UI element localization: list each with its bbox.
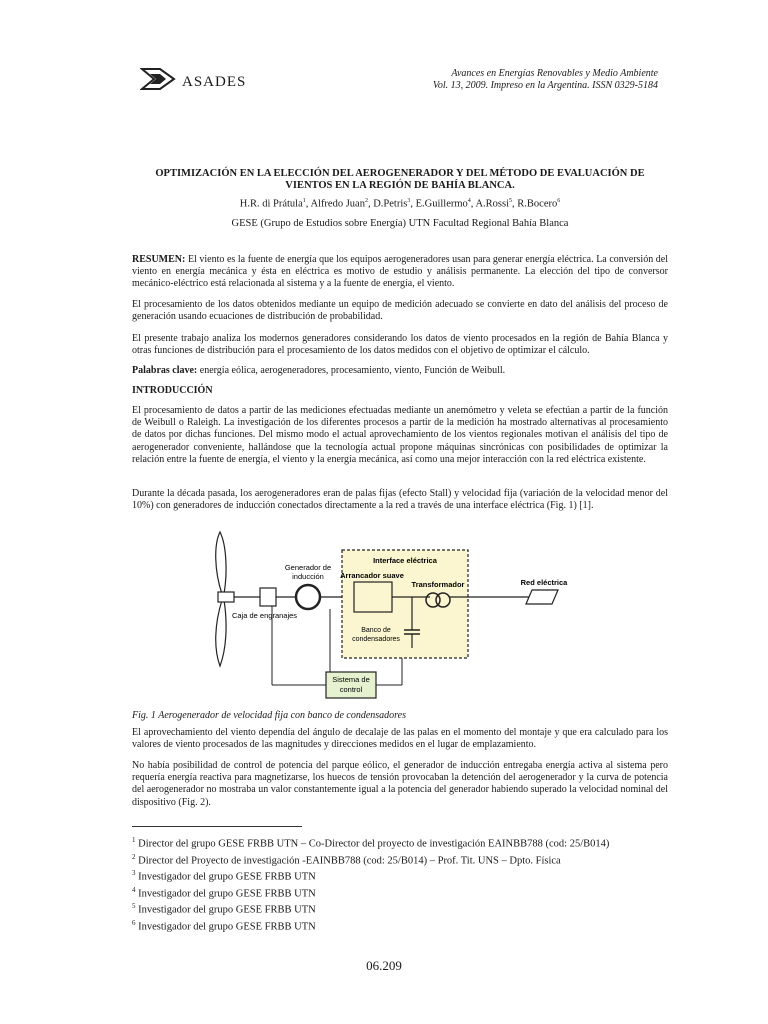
interface-label: Interface eléctrica	[373, 556, 437, 565]
abstract-paragraph-2: El procesamiento de los datos obtenidos mediante un equipo de medición adecuado se convierte en dato del análisis del proceso de generación usando ecuaciones de distribución de probabilidad.	[132, 299, 668, 323]
keywords-text: energía eólica, aerogeneradores, procesamiento, viento, Función de Weibull.	[199, 365, 506, 376]
bank-label-1: Banco de	[361, 627, 391, 634]
grid-label: Red eléctrica	[520, 578, 568, 587]
gen-label-1: Generador de	[284, 563, 332, 572]
intro-paragraph-2: Durante la década pasada, los aerogeneradores eran de palas fijas (efecto Stall) y velocidad fija (variación de la velocidad menor del 10%) con generadores de inducción conectados directamente a la red a través de una interface eléctrica (Fig. 1) [1].	[132, 488, 668, 512]
control-label-1: Sistema de	[332, 675, 370, 684]
footnote-3: $^3$ Investigador del grupo GESE FRBB UTN	[132, 869, 316, 883]
logo-text: ASADES	[182, 74, 247, 90]
author: R.Bocero	[517, 198, 558, 210]
footnote-4: $^4$ Investigador del grupo GESE FRBB UTN	[132, 885, 316, 899]
body-paragraph-3: El aprovechamiento del viento dependía del ángulo de decalaje de las palas en el momento del montaje y que era calculado para los valores de viento procesados de las magnitudes y direcciones medidos en el lugar de emplazamiento.	[132, 727, 668, 751]
control-label-2: control	[339, 685, 363, 694]
gearbox-label: Caja de engranajes	[232, 611, 298, 620]
footnote-5: $^5$ Investigador del grupo GESE FRBB UTN	[132, 902, 316, 916]
page-number: 06.209	[366, 958, 402, 973]
figure-1-caption: Fig. 1 Aerogenerador de velocidad fija con banco de condensadores	[132, 710, 407, 721]
author: A.Rossi	[475, 198, 510, 210]
asades-logo	[140, 66, 260, 96]
author-sup: 3	[407, 198, 411, 204]
abstract-label: RESUMEN:	[132, 254, 186, 265]
journal-info	[433, 68, 658, 92]
bank-label-2: condensadores	[352, 636, 400, 643]
abstract-paragraph-3: El presente trabajo analiza los modernos generadores considerando los datos de viento procesados en la región de Bahía Blanca y otras funciones de distribución para el procesamiento de los datos medidos con el objetivo de optimizar el cálculo.	[132, 333, 668, 357]
journal-line-2: Vol. 13, 2009. Impreso en la Argentina. ISSN 0329-5184	[432, 80, 658, 91]
generator-icon	[296, 585, 320, 609]
starter-label: Arrancador suave	[340, 571, 404, 580]
gearbox-icon	[260, 588, 276, 606]
footnote-rule	[132, 826, 302, 827]
hub-icon	[218, 592, 234, 602]
blade-top-icon	[216, 532, 226, 594]
transformer-label: Transformador	[411, 580, 465, 589]
author-sup: 4	[467, 198, 471, 204]
author-list: H.R. di Prátula$^1$, Alfredo Juan$^2$, D.Petris$^3$, E.Guillermo$^4$, A.Rossi$^5$, R.Bocero$^6$	[239, 198, 561, 210]
asades-arrow-icon	[140, 66, 178, 92]
body-paragraph-4: No había posibilidad de control de potencia del parque eólico, el generador de inducción entregaba energía activa al sistema pero requería energía reactiva para magnetizarse, los huecos de tensión provocaban la detención del aerogenerador y la curva de potencia del aerogenerador no mostraba un valor constantemente igual a la potencia del generador habiendo superado la velocidad nominal del dispositivo (Fig. 2).	[132, 760, 668, 808]
author: D.Petris	[373, 198, 408, 210]
figure-1-diagram	[180, 530, 600, 710]
author-sup: 2	[364, 198, 368, 204]
journal-line-1: Avances en Energías Renovables y Medio Ambiente	[451, 68, 658, 79]
intro-paragraph-1: El procesamiento de datos a partir de las mediciones efectuadas mediante un anemómetro y veleta se efectúan a partir de la función de Weibull o Raleigh. La investigación de los diferentes procesos a partir de la medición ha mostrado alternativas al procesamiento de datos por dichas funciones. Del mismo modo el actual aprovechamiento de los vientos regionales motivan el análisis del tipo de aerogenerador conveniente, hallándose que la tecnología actual propone máquinas sincrónicas con posibilidades de optimizar la relación entre la fuente de energía, el viento y la energía mecánica, así como una mejor interacción con la red eléctrica existente.	[132, 405, 668, 465]
author: E.Guillermo	[415, 198, 468, 210]
intro-heading: INTRODUCCIÓN	[132, 385, 213, 396]
wind-turbine-schematic	[180, 530, 600, 710]
soft-starter-icon	[354, 582, 392, 612]
author-sup: 1	[302, 198, 306, 204]
keywords-label: Palabras clave:	[132, 365, 198, 376]
paper-title: OPTIMIZACIÓN EN LA ELECCIÓN DEL AEROGENERADOR Y DEL MÉTODO DE EVALUACIÓN DE VIENTOS EN LA REGIÓN DE BAHÍA BLANCA.	[155, 168, 645, 191]
gen-label-2: inducción	[292, 572, 324, 581]
author-sup: 5	[509, 198, 513, 204]
footnote-6: $^6$ Investigador del grupo GESE FRBB UTN	[132, 918, 316, 932]
abstract-paragraph-1	[132, 254, 668, 291]
footnotes	[132, 834, 668, 933]
grid-icon	[526, 590, 558, 604]
author: Alfredo Juan	[310, 198, 365, 210]
author-sup: 6	[557, 198, 561, 204]
blade-bottom-icon	[216, 600, 226, 666]
footnote-2: $^2$ Director del Proyecto de investigación -EAINBB788 (cod: 25/B014) – Prof. Tit. UNS – Dpto. Física	[132, 852, 561, 866]
author: H.R. di Prátula	[239, 198, 303, 210]
keywords	[132, 365, 668, 377]
abstract-text-1: El viento es la fuente de energía que los equipos aerogeneradores usan para generar energía eléctrica. La conversión del viento en energía mecánica y ésta en eléctrica es motivo de estudio y análisis permanente. La elección del tipo de conversor mecánico-eléctrico está relacionada al sistema y a la fuente de energía, el viento.	[132, 254, 668, 290]
affiliation: GESE (Grupo de Estudios sobre Energía) UTN Facultad Regional Bahía Blanca	[231, 218, 569, 229]
footnote-1: $^1$ Director del grupo GESE FRBB UTN – Co-Director del proyecto de investigación EAINBB788 (cod: 25/B014)	[132, 836, 610, 850]
